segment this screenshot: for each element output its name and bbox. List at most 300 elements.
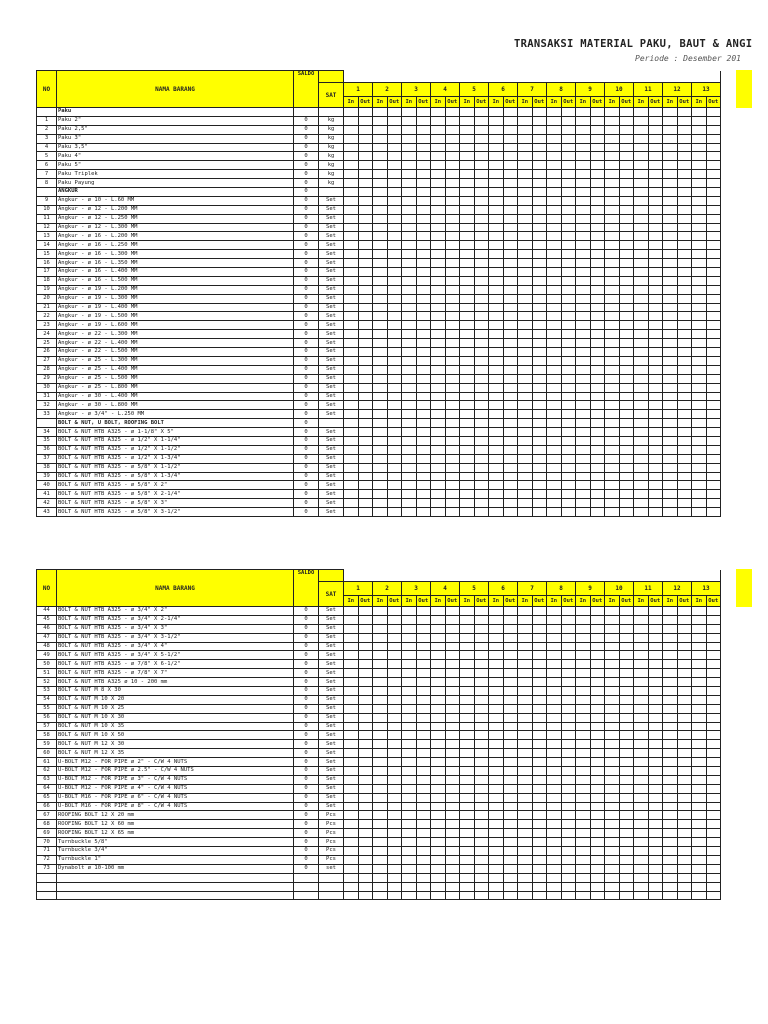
in-cell[interactable]: [460, 633, 475, 642]
out-cell[interactable]: [648, 196, 663, 205]
in-cell[interactable]: [431, 793, 446, 802]
out-cell[interactable]: [503, 642, 518, 651]
in-cell[interactable]: [518, 463, 533, 472]
in-cell[interactable]: [547, 268, 562, 277]
out-cell[interactable]: [474, 633, 489, 642]
in-cell[interactable]: [634, 241, 649, 250]
out-cell[interactable]: [474, 749, 489, 758]
out-cell[interactable]: [503, 811, 518, 820]
in-cell[interactable]: [460, 161, 475, 170]
in-cell[interactable]: [402, 481, 417, 490]
out-cell[interactable]: [619, 695, 634, 704]
out-cell[interactable]: [416, 143, 431, 152]
in-cell[interactable]: [373, 463, 388, 472]
out-cell[interactable]: [648, 882, 663, 891]
out-cell[interactable]: [358, 490, 373, 499]
out-cell[interactable]: [648, 775, 663, 784]
out-cell[interactable]: [677, 820, 692, 829]
out-cell[interactable]: [532, 143, 547, 152]
in-cell[interactable]: [460, 365, 475, 374]
in-cell[interactable]: [402, 749, 417, 758]
out-cell[interactable]: [387, 499, 402, 508]
out-cell[interactable]: [648, 891, 663, 900]
out-cell[interactable]: [561, 820, 576, 829]
in-cell[interactable]: [634, 873, 649, 882]
out-cell[interactable]: [706, 374, 721, 383]
in-cell[interactable]: [663, 829, 678, 838]
in-cell[interactable]: [576, 321, 591, 330]
in-cell[interactable]: [692, 152, 707, 161]
out-cell[interactable]: [358, 891, 373, 900]
in-cell[interactable]: [518, 276, 533, 285]
in-cell[interactable]: [605, 285, 620, 294]
out-cell[interactable]: [387, 722, 402, 731]
out-cell[interactable]: [619, 374, 634, 383]
out-cell[interactable]: [416, 722, 431, 731]
in-cell[interactable]: [489, 508, 504, 517]
out-cell[interactable]: [445, 232, 460, 241]
out-cell[interactable]: [590, 188, 605, 197]
in-cell[interactable]: [344, 793, 359, 802]
out-cell[interactable]: [561, 436, 576, 445]
out-cell[interactable]: [358, 268, 373, 277]
out-cell[interactable]: [387, 241, 402, 250]
out-cell[interactable]: [503, 294, 518, 303]
out-cell[interactable]: [619, 170, 634, 179]
out-cell[interactable]: [474, 855, 489, 864]
in-cell[interactable]: [576, 660, 591, 669]
in-cell[interactable]: [576, 161, 591, 170]
in-cell[interactable]: [518, 152, 533, 161]
in-cell[interactable]: [489, 250, 504, 259]
in-cell[interactable]: [576, 669, 591, 678]
in-cell[interactable]: [489, 687, 504, 696]
out-cell[interactable]: [648, 722, 663, 731]
out-cell[interactable]: [474, 339, 489, 348]
in-cell[interactable]: [605, 348, 620, 357]
in-cell[interactable]: [460, 784, 475, 793]
out-cell[interactable]: [532, 250, 547, 259]
in-cell[interactable]: [547, 678, 562, 687]
in-cell[interactable]: [460, 873, 475, 882]
out-cell[interactable]: [416, 445, 431, 454]
in-cell[interactable]: [692, 855, 707, 864]
in-cell[interactable]: [605, 651, 620, 660]
in-cell[interactable]: [431, 669, 446, 678]
in-cell[interactable]: [431, 116, 446, 125]
out-cell[interactable]: [445, 847, 460, 856]
in-cell[interactable]: [518, 669, 533, 678]
out-cell[interactable]: [445, 811, 460, 820]
out-cell[interactable]: [387, 303, 402, 312]
out-cell[interactable]: [474, 294, 489, 303]
out-cell[interactable]: [358, 374, 373, 383]
in-cell[interactable]: [692, 891, 707, 900]
in-cell[interactable]: [605, 687, 620, 696]
out-cell[interactable]: [416, 669, 431, 678]
in-cell[interactable]: [460, 740, 475, 749]
out-cell[interactable]: [532, 811, 547, 820]
out-cell[interactable]: [677, 143, 692, 152]
out-cell[interactable]: [619, 205, 634, 214]
in-cell[interactable]: [344, 196, 359, 205]
in-cell[interactable]: [576, 607, 591, 616]
out-cell[interactable]: [561, 241, 576, 250]
out-cell[interactable]: [387, 882, 402, 891]
in-cell[interactable]: [373, 232, 388, 241]
out-cell[interactable]: [648, 152, 663, 161]
out-cell[interactable]: [503, 392, 518, 401]
in-cell[interactable]: [489, 731, 504, 740]
out-cell[interactable]: [387, 642, 402, 651]
out-cell[interactable]: [358, 820, 373, 829]
in-cell[interactable]: [402, 312, 417, 321]
in-cell[interactable]: [634, 125, 649, 134]
in-cell[interactable]: [692, 445, 707, 454]
out-cell[interactable]: [706, 303, 721, 312]
in-cell[interactable]: [605, 383, 620, 392]
in-cell[interactable]: [634, 108, 649, 117]
out-cell[interactable]: [445, 294, 460, 303]
in-cell[interactable]: [489, 428, 504, 437]
out-cell[interactable]: [445, 268, 460, 277]
in-cell[interactable]: [692, 436, 707, 445]
in-cell[interactable]: [663, 864, 678, 873]
in-cell[interactable]: [344, 713, 359, 722]
in-cell[interactable]: [576, 873, 591, 882]
in-cell[interactable]: [518, 767, 533, 776]
out-cell[interactable]: [503, 463, 518, 472]
out-cell[interactable]: [561, 170, 576, 179]
in-cell[interactable]: [518, 116, 533, 125]
in-cell[interactable]: [634, 152, 649, 161]
in-cell[interactable]: [692, 463, 707, 472]
out-cell[interactable]: [590, 205, 605, 214]
in-cell[interactable]: [547, 642, 562, 651]
in-cell[interactable]: [518, 268, 533, 277]
in-cell[interactable]: [402, 775, 417, 784]
out-cell[interactable]: [561, 758, 576, 767]
in-cell[interactable]: [547, 713, 562, 722]
out-cell[interactable]: [416, 864, 431, 873]
in-cell[interactable]: [344, 633, 359, 642]
in-cell[interactable]: [576, 232, 591, 241]
out-cell[interactable]: [590, 891, 605, 900]
out-cell[interactable]: [561, 508, 576, 517]
out-cell[interactable]: [648, 116, 663, 125]
out-cell[interactable]: [532, 642, 547, 651]
out-cell[interactable]: [445, 125, 460, 134]
in-cell[interactable]: [402, 829, 417, 838]
in-cell[interactable]: [460, 214, 475, 223]
out-cell[interactable]: [561, 731, 576, 740]
out-cell[interactable]: [561, 365, 576, 374]
out-cell[interactable]: [416, 695, 431, 704]
in-cell[interactable]: [634, 339, 649, 348]
out-cell[interactable]: [445, 873, 460, 882]
in-cell[interactable]: [605, 855, 620, 864]
out-cell[interactable]: [503, 188, 518, 197]
out-cell[interactable]: [358, 445, 373, 454]
out-cell[interactable]: [677, 312, 692, 321]
in-cell[interactable]: [402, 651, 417, 660]
in-cell[interactable]: [663, 268, 678, 277]
in-cell[interactable]: [489, 855, 504, 864]
in-cell[interactable]: [576, 695, 591, 704]
in-cell[interactable]: [373, 713, 388, 722]
out-cell[interactable]: [358, 508, 373, 517]
out-cell[interactable]: [706, 285, 721, 294]
out-cell[interactable]: [706, 891, 721, 900]
in-cell[interactable]: [605, 268, 620, 277]
in-cell[interactable]: [576, 348, 591, 357]
in-cell[interactable]: [547, 758, 562, 767]
in-cell[interactable]: [692, 633, 707, 642]
out-cell[interactable]: [532, 152, 547, 161]
out-cell[interactable]: [648, 758, 663, 767]
out-cell[interactable]: [677, 374, 692, 383]
in-cell[interactable]: [576, 758, 591, 767]
out-cell[interactable]: [561, 749, 576, 758]
out-cell[interactable]: [445, 196, 460, 205]
out-cell[interactable]: [416, 615, 431, 624]
out-cell[interactable]: [677, 615, 692, 624]
out-cell[interactable]: [503, 775, 518, 784]
in-cell[interactable]: [634, 615, 649, 624]
out-cell[interactable]: [648, 214, 663, 223]
in-cell[interactable]: [634, 356, 649, 365]
out-cell[interactable]: [532, 454, 547, 463]
in-cell[interactable]: [518, 481, 533, 490]
in-cell[interactable]: [634, 624, 649, 633]
in-cell[interactable]: [518, 410, 533, 419]
out-cell[interactable]: [416, 294, 431, 303]
in-cell[interactable]: [460, 134, 475, 143]
in-cell[interactable]: [373, 179, 388, 188]
out-cell[interactable]: [706, 312, 721, 321]
out-cell[interactable]: [532, 740, 547, 749]
out-cell[interactable]: [590, 864, 605, 873]
in-cell[interactable]: [663, 463, 678, 472]
out-cell[interactable]: [706, 383, 721, 392]
out-cell[interactable]: [677, 205, 692, 214]
in-cell[interactable]: [547, 161, 562, 170]
out-cell[interactable]: [358, 678, 373, 687]
in-cell[interactable]: [460, 793, 475, 802]
out-cell[interactable]: [648, 633, 663, 642]
in-cell[interactable]: [692, 223, 707, 232]
out-cell[interactable]: [445, 179, 460, 188]
in-cell[interactable]: [431, 651, 446, 660]
out-cell[interactable]: [503, 855, 518, 864]
in-cell[interactable]: [460, 152, 475, 161]
out-cell[interactable]: [474, 678, 489, 687]
in-cell[interactable]: [344, 891, 359, 900]
out-cell[interactable]: [590, 116, 605, 125]
in-cell[interactable]: [344, 463, 359, 472]
out-cell[interactable]: [358, 250, 373, 259]
out-cell[interactable]: [677, 624, 692, 633]
out-cell[interactable]: [561, 740, 576, 749]
in-cell[interactable]: [460, 642, 475, 651]
out-cell[interactable]: [590, 829, 605, 838]
out-cell[interactable]: [532, 401, 547, 410]
in-cell[interactable]: [344, 802, 359, 811]
in-cell[interactable]: [547, 508, 562, 517]
out-cell[interactable]: [474, 356, 489, 365]
in-cell[interactable]: [489, 108, 504, 117]
in-cell[interactable]: [663, 678, 678, 687]
in-cell[interactable]: [547, 864, 562, 873]
out-cell[interactable]: [532, 303, 547, 312]
in-cell[interactable]: [547, 445, 562, 454]
out-cell[interactable]: [561, 802, 576, 811]
out-cell[interactable]: [358, 108, 373, 117]
out-cell[interactable]: [358, 410, 373, 419]
out-cell[interactable]: [503, 223, 518, 232]
in-cell[interactable]: [634, 321, 649, 330]
out-cell[interactable]: [416, 152, 431, 161]
in-cell[interactable]: [634, 820, 649, 829]
in-cell[interactable]: [547, 615, 562, 624]
in-cell[interactable]: [634, 784, 649, 793]
in-cell[interactable]: [634, 419, 649, 428]
out-cell[interactable]: [677, 356, 692, 365]
out-cell[interactable]: [416, 472, 431, 481]
in-cell[interactable]: [344, 428, 359, 437]
out-cell[interactable]: [416, 285, 431, 294]
out-cell[interactable]: [387, 472, 402, 481]
in-cell[interactable]: [692, 339, 707, 348]
in-cell[interactable]: [605, 232, 620, 241]
in-cell[interactable]: [344, 241, 359, 250]
out-cell[interactable]: [503, 241, 518, 250]
in-cell[interactable]: [663, 847, 678, 856]
out-cell[interactable]: [648, 615, 663, 624]
in-cell[interactable]: [692, 873, 707, 882]
in-cell[interactable]: [547, 454, 562, 463]
in-cell[interactable]: [547, 348, 562, 357]
in-cell[interactable]: [547, 731, 562, 740]
in-cell[interactable]: [692, 882, 707, 891]
in-cell[interactable]: [373, 312, 388, 321]
in-cell[interactable]: [489, 339, 504, 348]
in-cell[interactable]: [547, 339, 562, 348]
out-cell[interactable]: [561, 348, 576, 357]
in-cell[interactable]: [547, 499, 562, 508]
in-cell[interactable]: [344, 223, 359, 232]
out-cell[interactable]: [677, 348, 692, 357]
out-cell[interactable]: [590, 847, 605, 856]
in-cell[interactable]: [547, 436, 562, 445]
out-cell[interactable]: [706, 802, 721, 811]
in-cell[interactable]: [547, 838, 562, 847]
out-cell[interactable]: [532, 864, 547, 873]
in-cell[interactable]: [576, 481, 591, 490]
in-cell[interactable]: [605, 882, 620, 891]
out-cell[interactable]: [445, 607, 460, 616]
in-cell[interactable]: [344, 170, 359, 179]
out-cell[interactable]: [590, 241, 605, 250]
out-cell[interactable]: [561, 374, 576, 383]
in-cell[interactable]: [373, 428, 388, 437]
out-cell[interactable]: [445, 276, 460, 285]
out-cell[interactable]: [677, 223, 692, 232]
in-cell[interactable]: [692, 250, 707, 259]
in-cell[interactable]: [576, 276, 591, 285]
in-cell[interactable]: [518, 401, 533, 410]
in-cell[interactable]: [692, 259, 707, 268]
out-cell[interactable]: [445, 784, 460, 793]
out-cell[interactable]: [474, 241, 489, 250]
out-cell[interactable]: [387, 419, 402, 428]
out-cell[interactable]: [561, 669, 576, 678]
in-cell[interactable]: [663, 294, 678, 303]
in-cell[interactable]: [605, 615, 620, 624]
in-cell[interactable]: [344, 855, 359, 864]
out-cell[interactable]: [445, 143, 460, 152]
out-cell[interactable]: [445, 365, 460, 374]
in-cell[interactable]: [460, 179, 475, 188]
out-cell[interactable]: [387, 731, 402, 740]
out-cell[interactable]: [474, 285, 489, 294]
out-cell[interactable]: [619, 624, 634, 633]
in-cell[interactable]: [344, 669, 359, 678]
out-cell[interactable]: [416, 401, 431, 410]
in-cell[interactable]: [605, 170, 620, 179]
in-cell[interactable]: [344, 392, 359, 401]
out-cell[interactable]: [503, 624, 518, 633]
in-cell[interactable]: [692, 499, 707, 508]
in-cell[interactable]: [518, 624, 533, 633]
in-cell[interactable]: [489, 633, 504, 642]
out-cell[interactable]: [474, 116, 489, 125]
out-cell[interactable]: [387, 847, 402, 856]
in-cell[interactable]: [518, 642, 533, 651]
in-cell[interactable]: [460, 250, 475, 259]
out-cell[interactable]: [706, 179, 721, 188]
in-cell[interactable]: [663, 873, 678, 882]
out-cell[interactable]: [706, 642, 721, 651]
out-cell[interactable]: [532, 383, 547, 392]
out-cell[interactable]: [503, 838, 518, 847]
in-cell[interactable]: [373, 508, 388, 517]
in-cell[interactable]: [373, 811, 388, 820]
out-cell[interactable]: [706, 731, 721, 740]
out-cell[interactable]: [416, 134, 431, 143]
in-cell[interactable]: [663, 312, 678, 321]
in-cell[interactable]: [344, 188, 359, 197]
in-cell[interactable]: [431, 321, 446, 330]
out-cell[interactable]: [590, 108, 605, 117]
out-cell[interactable]: [619, 864, 634, 873]
out-cell[interactable]: [619, 678, 634, 687]
out-cell[interactable]: [561, 330, 576, 339]
out-cell[interactable]: [590, 259, 605, 268]
out-cell[interactable]: [706, 170, 721, 179]
in-cell[interactable]: [518, 758, 533, 767]
out-cell[interactable]: [648, 678, 663, 687]
out-cell[interactable]: [445, 348, 460, 357]
in-cell[interactable]: [518, 829, 533, 838]
out-cell[interactable]: [503, 196, 518, 205]
out-cell[interactable]: [590, 392, 605, 401]
out-cell[interactable]: [561, 205, 576, 214]
out-cell[interactable]: [648, 811, 663, 820]
in-cell[interactable]: [373, 268, 388, 277]
out-cell[interactable]: [706, 214, 721, 223]
out-cell[interactable]: [445, 838, 460, 847]
